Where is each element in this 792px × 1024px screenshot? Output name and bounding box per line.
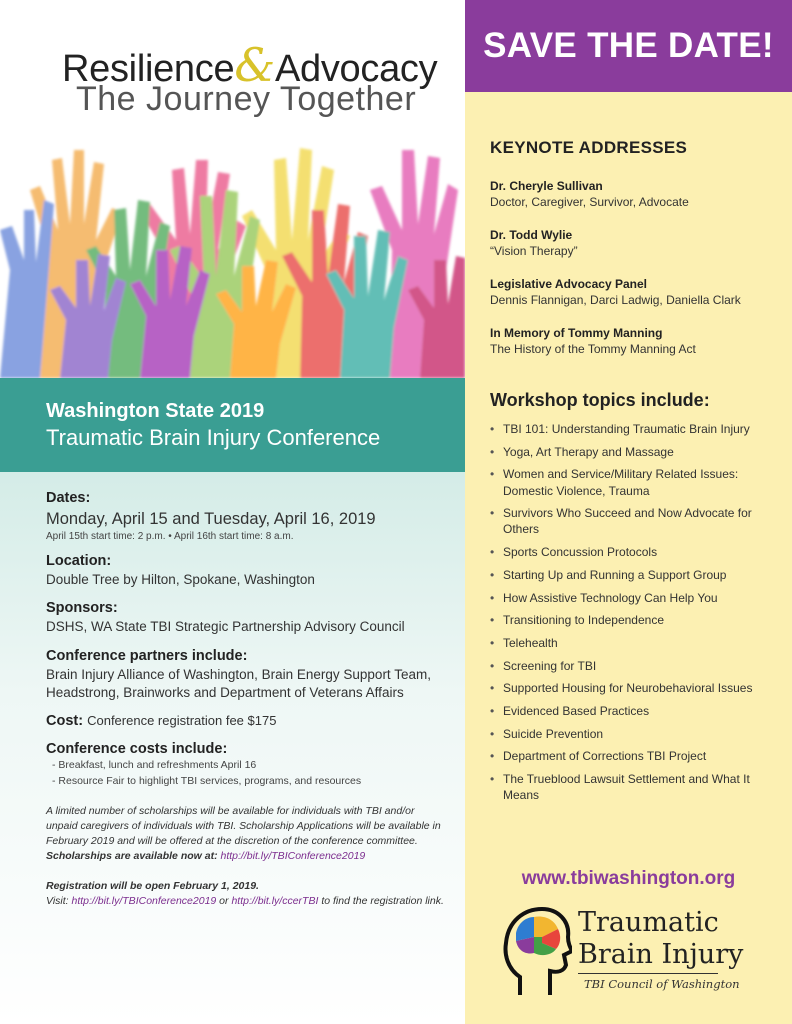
keynote-name: Legislative Advocacy Panel bbox=[490, 277, 647, 291]
workshop-topics-list bbox=[490, 421, 782, 803]
cost-label: Cost: bbox=[46, 713, 84, 730]
costs-item: - Resource Fair to highlight TBI services, programs, and resources bbox=[52, 775, 362, 788]
partners-label: Conference partners include: bbox=[46, 647, 248, 664]
scholarship-link[interactable]: http://bit.ly/TBIConference2019 bbox=[220, 850, 366, 863]
location-section bbox=[46, 553, 445, 589]
workshop-heading: Workshop topics include: bbox=[490, 390, 710, 410]
workshop-topic-item bbox=[490, 567, 782, 583]
workshop-topic-item bbox=[490, 590, 782, 606]
logo-line-3: TBI Council of Washington bbox=[584, 977, 740, 991]
bullet-icon: • bbox=[490, 613, 495, 628]
location-label: Location: bbox=[46, 553, 112, 570]
website-link[interactable]: www.tbiwashington.org bbox=[521, 868, 736, 889]
logo-line-1: Traumatic bbox=[578, 907, 719, 938]
keynote-item bbox=[490, 228, 782, 258]
workshop-topic-item bbox=[490, 703, 782, 719]
registration-link-1[interactable]: http://bit.ly/TBIConference2019 bbox=[71, 894, 217, 907]
workshop-topic-item bbox=[490, 544, 782, 560]
tbi-council-logo bbox=[500, 903, 750, 998]
conference-info bbox=[0, 472, 465, 1024]
workshop-topic-item bbox=[490, 771, 782, 803]
scholarship-info bbox=[46, 804, 445, 865]
costs-include-section bbox=[46, 741, 445, 790]
workshop-topic-text: How Assistive Technology Can Help You bbox=[503, 590, 718, 605]
sponsors-label: Sponsors: bbox=[46, 600, 118, 617]
workshop-topic-text: Sports Concussion Protocols bbox=[503, 545, 658, 560]
workshop-topic-text: Transitioning to Independence bbox=[503, 613, 665, 628]
bullet-icon: • bbox=[490, 567, 495, 582]
workshop-topic-text: Yoga, Art Therapy and Massage bbox=[503, 444, 674, 459]
head-brain-icon bbox=[500, 903, 572, 998]
bullet-icon: • bbox=[490, 444, 495, 459]
workshop-topic-text: Screening for TBI bbox=[503, 658, 597, 673]
registration-open: Registration will be open February 1, 2019. bbox=[46, 879, 259, 892]
bullet-icon: • bbox=[490, 658, 495, 673]
conference-subtitle: The Journey Together bbox=[76, 80, 417, 118]
keynote-item bbox=[490, 326, 782, 356]
workshop-topic-item bbox=[490, 680, 782, 696]
cost-section bbox=[46, 713, 445, 729]
right-column bbox=[465, 0, 792, 1024]
bullet-icon: • bbox=[490, 726, 495, 741]
title-ampersand: & bbox=[234, 38, 275, 92]
costs-include-label: Conference costs include: bbox=[46, 741, 228, 758]
workshop-topic-text: Suicide Prevention bbox=[503, 726, 604, 741]
workshop-topic-text: Survivors Who Succeed and Now Advocate for Others bbox=[503, 506, 752, 537]
logo-divider bbox=[578, 973, 718, 974]
workshop-topic-item bbox=[490, 421, 782, 437]
title-word-resilience: Resilience bbox=[62, 48, 235, 90]
sponsors-value: DSHS, WA State TBI Strategic Partnership Advisory Council bbox=[46, 619, 405, 635]
hero-section bbox=[0, 0, 465, 378]
workshop-topic-text: Starting Up and Running a Support Group bbox=[503, 567, 727, 582]
keynote-item bbox=[490, 179, 782, 209]
scholarship-text: A limited number of scholarships will be available for individuals with TBI and/or unpaid caregivers of individuals with TBI. Scholarship Applications will be available in February 2019 and will be offered at the discretion of the conference committee. bbox=[46, 804, 441, 848]
registration-tail: to find the registration link. bbox=[321, 894, 444, 907]
partners-value: Brain Injury Alliance of Washington, Brain Energy Support Team, Headstrong, Brainworks and Department of Veterans Affairs bbox=[46, 666, 431, 700]
scholarship-now-label: Scholarships are available now at: bbox=[46, 850, 218, 863]
workshop-topic-text: The Trueblood Lawsuit Settlement and What It Means bbox=[503, 772, 750, 803]
bullet-icon: • bbox=[490, 590, 495, 605]
bullet-icon: • bbox=[490, 703, 495, 718]
workshop-topic-text: Department of Corrections TBI Project bbox=[503, 749, 707, 764]
save-the-date-banner: SAVE THE DATE! bbox=[465, 0, 792, 92]
workshop-topic-text: Women and Service/Military Related Issues: Domestic Violence, Trauma bbox=[503, 467, 739, 498]
bullet-icon: • bbox=[490, 749, 495, 764]
raised-hands-illustration bbox=[0, 100, 465, 378]
registration-info bbox=[46, 879, 445, 909]
keynote-desc: “Vision Therapy” bbox=[490, 244, 578, 258]
dates-section bbox=[46, 490, 445, 542]
dates-label: Dates: bbox=[46, 490, 91, 506]
logo-line-2: Brain Injury bbox=[578, 939, 744, 970]
workshop-topic-item bbox=[490, 466, 782, 498]
bullet-icon: • bbox=[490, 772, 495, 786]
bullet-icon: • bbox=[490, 506, 495, 521]
bullet-icon: • bbox=[490, 422, 495, 436]
workshop-topic-text: Evidenced Based Practices bbox=[503, 703, 650, 718]
bullet-icon: • bbox=[490, 681, 495, 696]
keynote-name: In Memory of Tommy Manning bbox=[490, 326, 663, 340]
conference-name-band bbox=[0, 378, 465, 472]
workshop-topic-item bbox=[490, 658, 782, 674]
keynote-item bbox=[490, 277, 782, 307]
title-word-advocacy: Advocacy bbox=[274, 48, 438, 90]
band-line-1: Washington State 2019 bbox=[46, 400, 265, 422]
workshop-topic-text: Telehealth bbox=[503, 635, 558, 650]
keynote-desc: Doctor, Caregiver, Survivor, Advocate bbox=[490, 195, 689, 209]
registration-link-2[interactable]: http://bit.ly/ccerTBI bbox=[231, 894, 319, 907]
bullet-icon: • bbox=[490, 545, 495, 560]
workshop-topic-item bbox=[490, 505, 782, 537]
cost-value: Conference registration fee $175 bbox=[87, 713, 277, 729]
registration-or: or bbox=[219, 894, 229, 907]
workshop-topic-item bbox=[490, 748, 782, 764]
bullet-icon: • bbox=[490, 635, 495, 650]
workshop-topic-text: Supported Housing for Neurobehavioral Issues bbox=[503, 681, 753, 696]
dates-note: April 15th start time: 2 p.m. • April 16th start time: 8 a.m. bbox=[46, 531, 294, 543]
registration-visit: Visit: bbox=[46, 894, 69, 907]
keynote-desc: Dennis Flannigan, Darci Ladwig, Daniella Clark bbox=[490, 293, 741, 307]
sponsors-section bbox=[46, 600, 445, 636]
keynote-name: Dr. Cheryle Sullivan bbox=[490, 179, 603, 193]
workshop-topic-text: TBI 101: Understanding Traumatic Brain Injury bbox=[503, 422, 750, 436]
workshop-topic-item bbox=[490, 726, 782, 742]
band-line-2: Traumatic Brain Injury Conference bbox=[46, 425, 381, 450]
right-content bbox=[490, 138, 782, 810]
bullet-icon: • bbox=[490, 467, 495, 482]
workshop-topic-item bbox=[490, 612, 782, 628]
keynote-desc: The History of the Tommy Manning Act bbox=[490, 342, 696, 356]
workshop-topic-item bbox=[490, 635, 782, 651]
workshop-topic-item bbox=[490, 444, 782, 460]
costs-item: - Breakfast, lunch and refreshments April 16 bbox=[52, 759, 257, 772]
dates-value: Monday, April 15 and Tuesday, April 16, 2019 bbox=[46, 510, 376, 528]
location-value: Double Tree by Hilton, Spokane, Washington bbox=[46, 572, 315, 588]
keynote-heading: KEYNOTE ADDRESSES bbox=[490, 138, 688, 157]
keynote-name: Dr. Todd Wylie bbox=[490, 228, 573, 242]
partners-section bbox=[46, 648, 445, 702]
